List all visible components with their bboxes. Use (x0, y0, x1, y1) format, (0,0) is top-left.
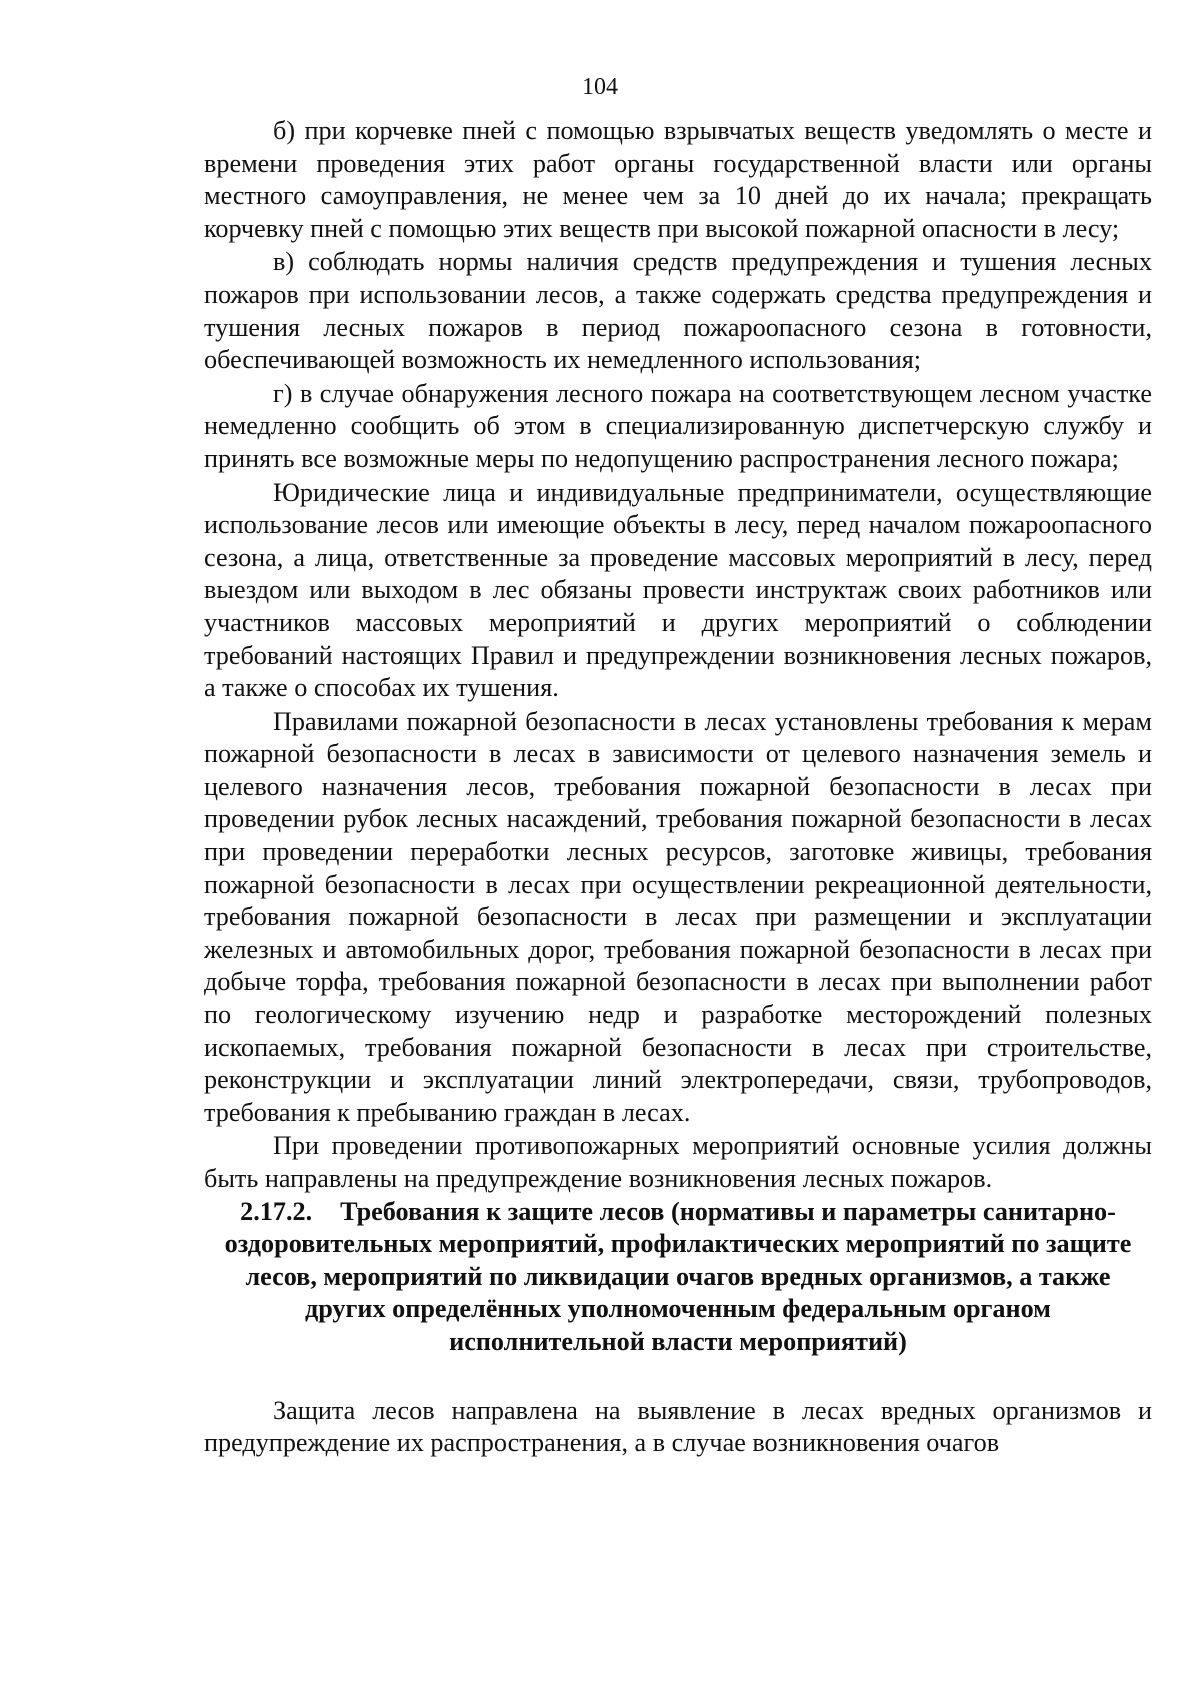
spacer (204, 1359, 1152, 1395)
document-body (204, 115, 1152, 1460)
paragraph-v: в) соблюдать нормы наличия средств предупреждения и тушения лесных пожаров при использовании лесов, а также содержать средства предупреждения и тушения лесных пожаров в период пожароопасного сезона в готовности, обеспечивающей возможность их немедленного использования; (204, 247, 1152, 375)
section-title: Требования к защите лесов (нормативы и параметры санитарно-оздоровительных мероприятий, профилактических мероприятий по защите лесов, мероприятий по ликвидации очагов вредных организмов, а также других определённых уполномоченным федеральным органом исполнительной власти мероприятий) (224, 1196, 1132, 1356)
section-heading (204, 1196, 1152, 1359)
page-number: 104 (582, 74, 618, 100)
paragraph-legal-entities: Юридические лица и индивидуальные предприниматели, осуществляющие использование лесов или имеющие объекты в лесу, перед началом пожароопасного сезона, а лица, ответственные за проведение массовых мероприятий в лесу, перед выездом или выходом в лес обязаны провести инструктаж своих работников или участников массовых мероприятий и других мероприятий о соблюдении требований настоящих Правил и предупреждении возникновения лесных пожаров, а также о способах их тушения. (204, 477, 1152, 703)
paragraph-fire-safety-rules: Правилами пожарной безопасности в лесах установлены требования к мерам пожарной безопасности в лесах в зависимости от целевого назначения земель и целевого назначения лесов, требования пожарной безопасности в лесах при проведении рубок лесных насаждений, требования пожарной безопасности в лесах при проведении переработки лесных ресурсов, заготовке живицы, требования пожарной безопасности в лесах при осуществлении рекреационной деятельности, требования пожарной безопасности в лесах при размещении и эксплуатации железных и автомобильных дорог, требования пожарной безопасности в лесах при добыче торфа, требования пожарной безопасности в лесах при выполнении работ по геологическому изучению недр и разработке месторождений полезных ископаемых, требования пожарной безопасности в лесах при строительстве, реконструкции и эксплуатации линий электропередачи, связи, трубопроводов, требования к пребыванию граждан в лесах. (204, 706, 1152, 1127)
paragraph-g: г) в случае обнаружения лесного пожара на соответствующем лесном участке немедленно сообщить об этом в специализированную диспетчерскую службу и принять все возможные меры по недопущению распространения лесного пожара; (204, 378, 1152, 473)
paragraph-fire-prevention: При проведении противопожарных мероприятий основные усилия должны быть направлены на предупреждение возникновения лесных пожаров. (204, 1131, 1152, 1193)
paragraph-forest-protection: Защита лесов направлена на выявление в лесах вредных организмов и предупреждение их распространения, а в случае возникновения очагов (204, 1395, 1152, 1458)
section-number: 2.17.2. (240, 1196, 313, 1226)
paragraph-b: б) при корчевке пней с помощью взрывчатых веществ уведомлять о месте и времени проведения этих работ органы государственной власти или органы местного самоуправления, не менее чем за 10 дней до их начала; прекращать корчевку пней с помощью этих веществ при высокой пожарной опасности в лесу; (204, 116, 1152, 243)
